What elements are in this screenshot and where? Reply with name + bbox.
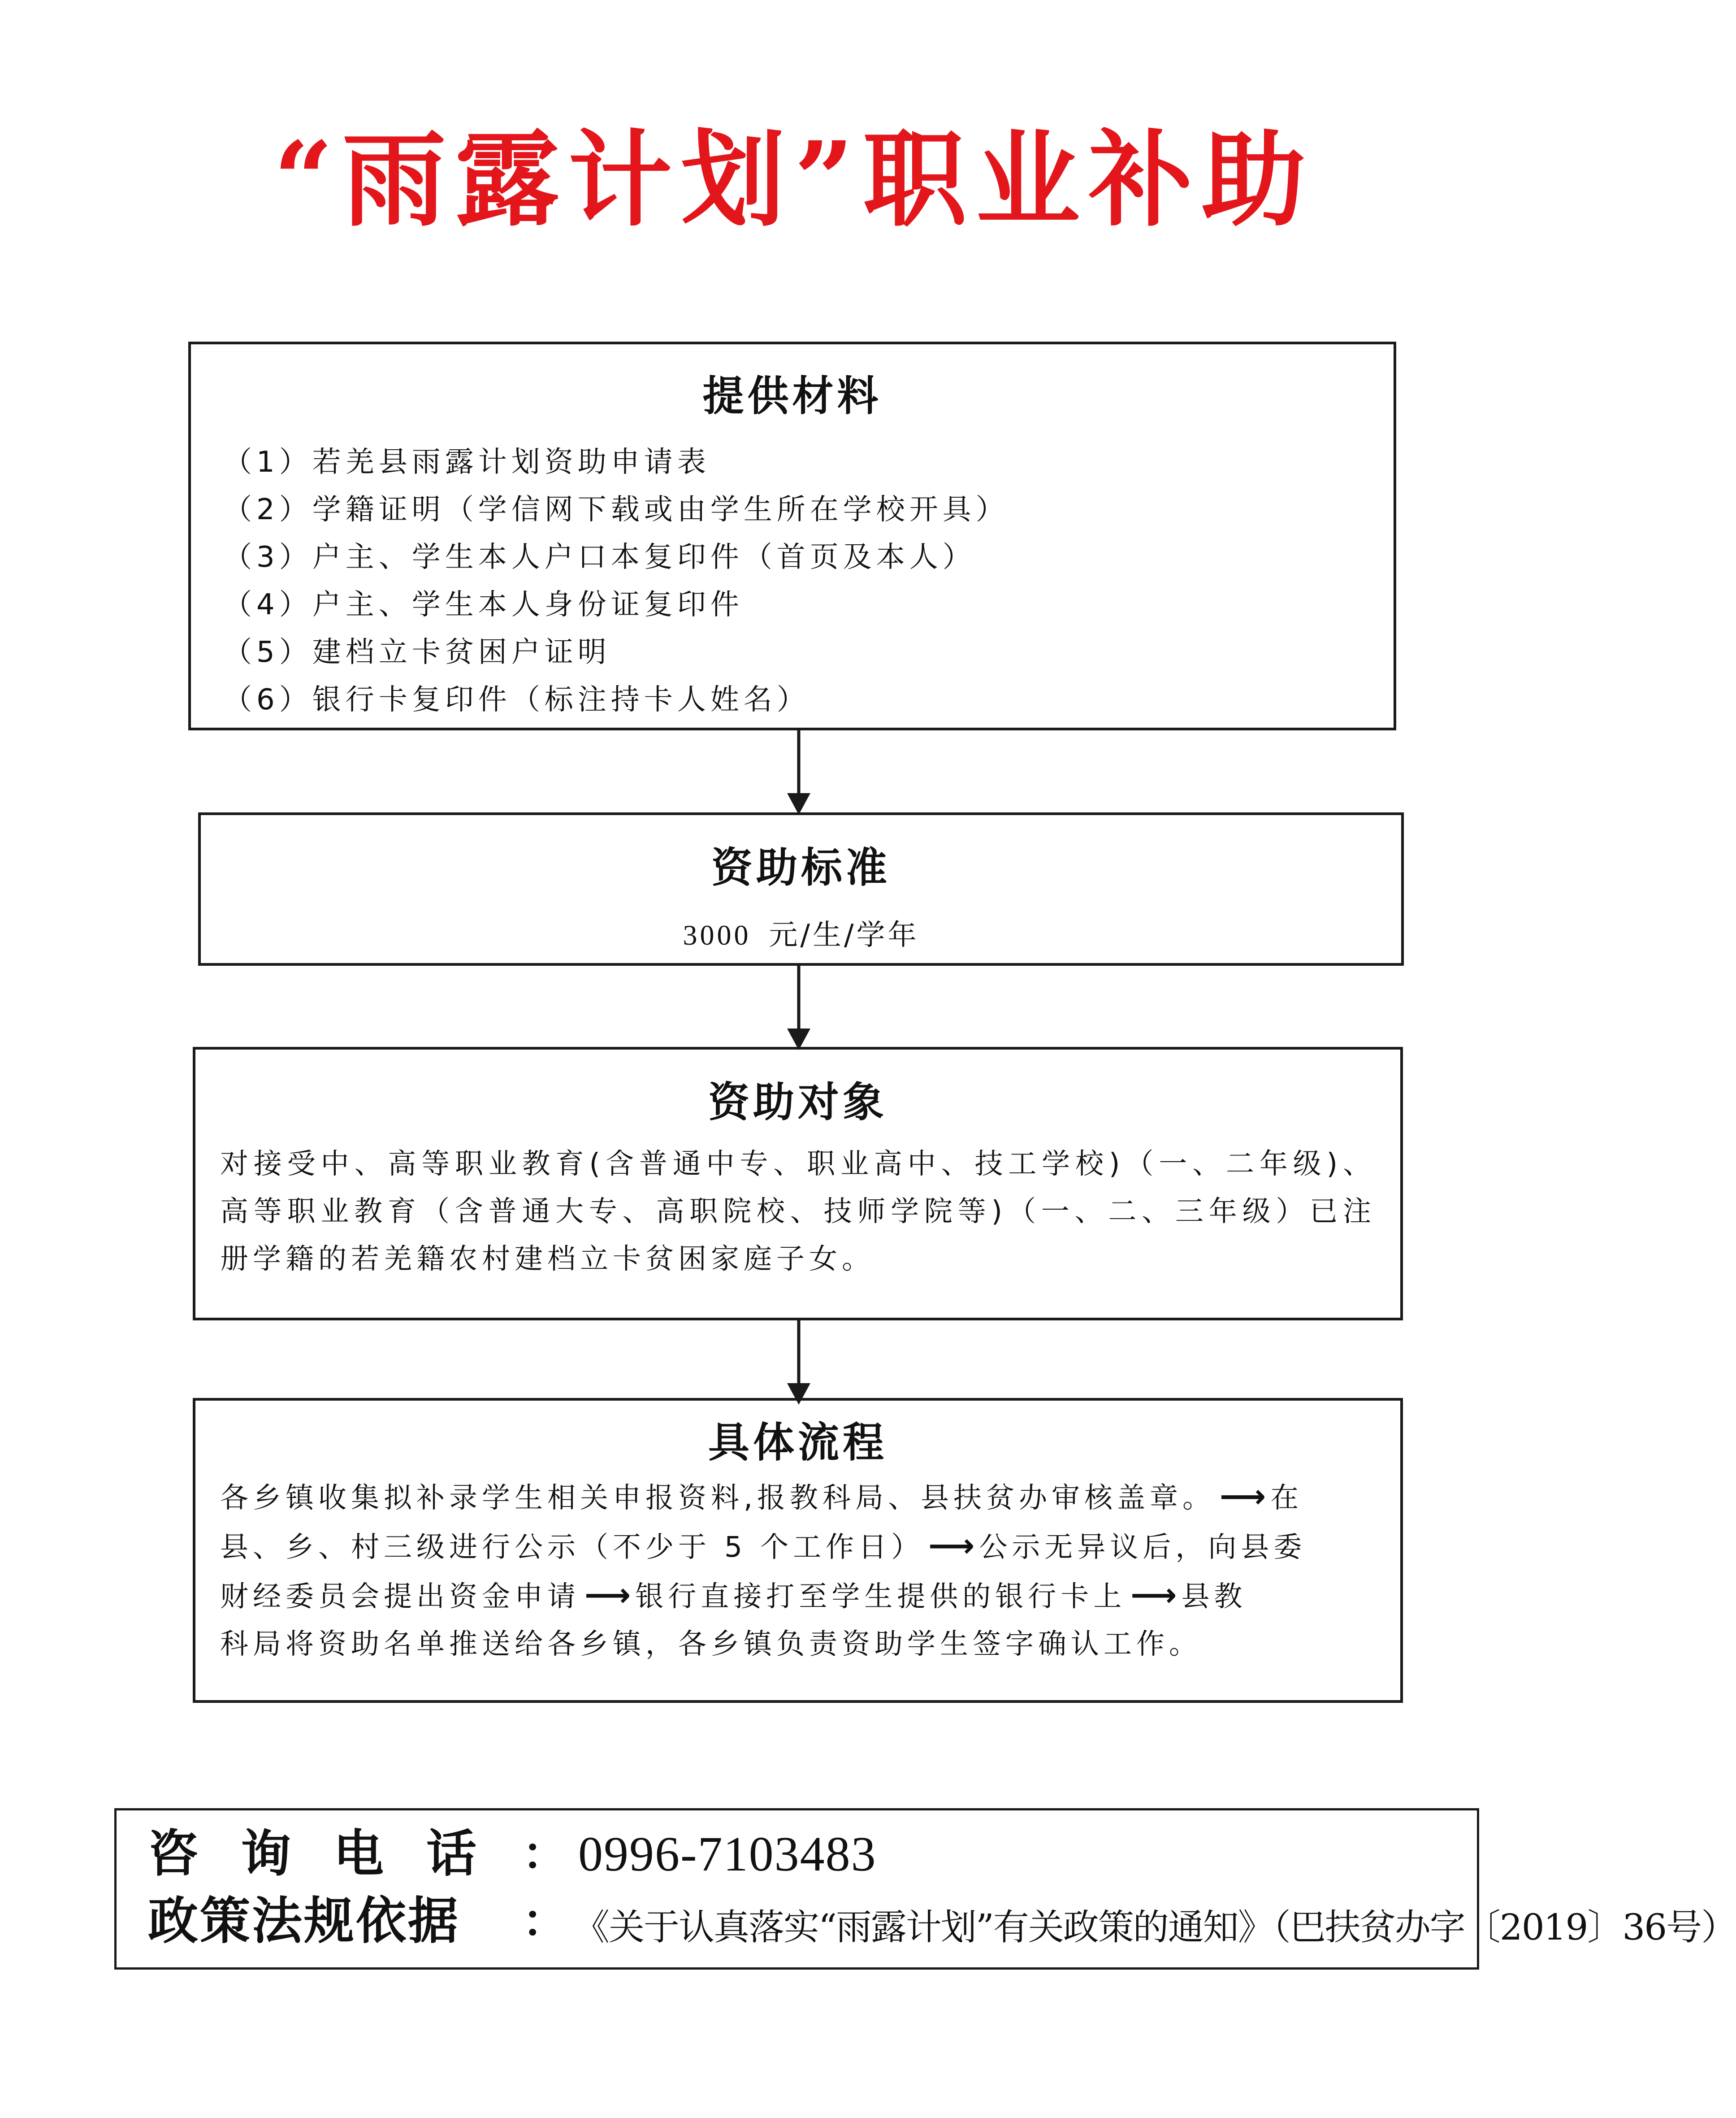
- right-arrow-icon: ⟶: [1220, 1477, 1266, 1515]
- right-arrow-icon: ⟶: [928, 1527, 975, 1564]
- process-line: [220, 1472, 1376, 1522]
- material-item: （5）建档立卡贫困户证明: [223, 636, 611, 669]
- page-title: “雨露计划”职业补助: [273, 118, 1315, 241]
- material-item: （1）若羌县雨露计划资助申请表: [223, 446, 710, 479]
- target-box: [193, 1047, 1403, 1320]
- material-item: （4）户主、学生本人身份证复印件: [223, 588, 744, 621]
- policy-basis: 《关于认真落实“雨露计划”有关政策的通知》（巴扶贫办字〔2019〕36号）: [574, 1906, 1736, 1948]
- process-heading: 具体流程: [708, 1419, 887, 1467]
- right-arrow-icon: ⟶: [584, 1576, 631, 1614]
- down-arrow-icon: [781, 966, 817, 1051]
- process-step: 各乡镇收集拟补录学生相关申报资料,报教科局、县扶贫办审核盖章。: [220, 1481, 1216, 1514]
- process-step: 县教: [1181, 1580, 1247, 1613]
- phone-label: 咨 询 电 话: [148, 1825, 489, 1883]
- process-line: [220, 1571, 1376, 1620]
- phone-colon: ：: [522, 1827, 567, 1880]
- process-line: [220, 1620, 1376, 1668]
- material-item: （3）户主、学生本人户口本复印件（首页及本人）: [223, 541, 976, 574]
- target-heading: 资助对象: [708, 1078, 887, 1126]
- process-step: 在: [1270, 1481, 1303, 1514]
- material-item: （6）银行卡复印件（标注持卡人姓名）: [223, 683, 810, 716]
- down-arrow-icon: [781, 730, 817, 816]
- contact-box: [114, 1808, 1736, 1970]
- process-step: 公示无异议后，向县委: [979, 1531, 1307, 1563]
- standard-unit: 元/生/学年: [769, 919, 919, 952]
- down-arrow-icon: [781, 1320, 817, 1406]
- process-step: 县、乡、村三级进行公示（不少于 5 个工作日）: [220, 1531, 924, 1563]
- materials-heading: 提供材料: [702, 372, 882, 420]
- process-text: [220, 1472, 1376, 1668]
- process-step: 财经委员会提出资金申请: [220, 1580, 580, 1613]
- contact-phone-row: [148, 1820, 1477, 1888]
- process-line: [220, 1522, 1376, 1571]
- process-step: 科局将资助名单推送给各乡镇，各乡镇负责资助学生签字确认工作。: [220, 1628, 1202, 1660]
- material-item: （2）学籍证明（学信网下载或由学生所在学校开具）: [223, 493, 1009, 526]
- standard-heading: 资助标准: [711, 844, 891, 892]
- process-step: 银行直接打至学生提供的银行卡上: [635, 1580, 1126, 1613]
- basis-colon: ：: [522, 1895, 567, 1947]
- process-box: [193, 1398, 1403, 1703]
- right-arrow-icon: ⟶: [1130, 1576, 1177, 1614]
- standard-amount-line: [201, 912, 1401, 953]
- basis-label: 政策法规依据: [148, 1892, 460, 1950]
- materials-box: [188, 342, 1396, 730]
- materials-list: [223, 438, 1394, 724]
- standard-amount: 3000: [683, 919, 751, 951]
- standard-box: [198, 812, 1404, 966]
- target-text: 对接受中、高等职业教育(含普通中专、职业高中、技工学校)（一、二年级)、高等职业教育（含普通大专、高职院校、技师学院等)（一、二、三年级）已注册学籍的若羌籍农村建档立卡贫困家庭子女。: [220, 1147, 1376, 1275]
- phone-number: 0996-7103483: [578, 1827, 877, 1881]
- contact-basis-row: [148, 1888, 1736, 1955]
